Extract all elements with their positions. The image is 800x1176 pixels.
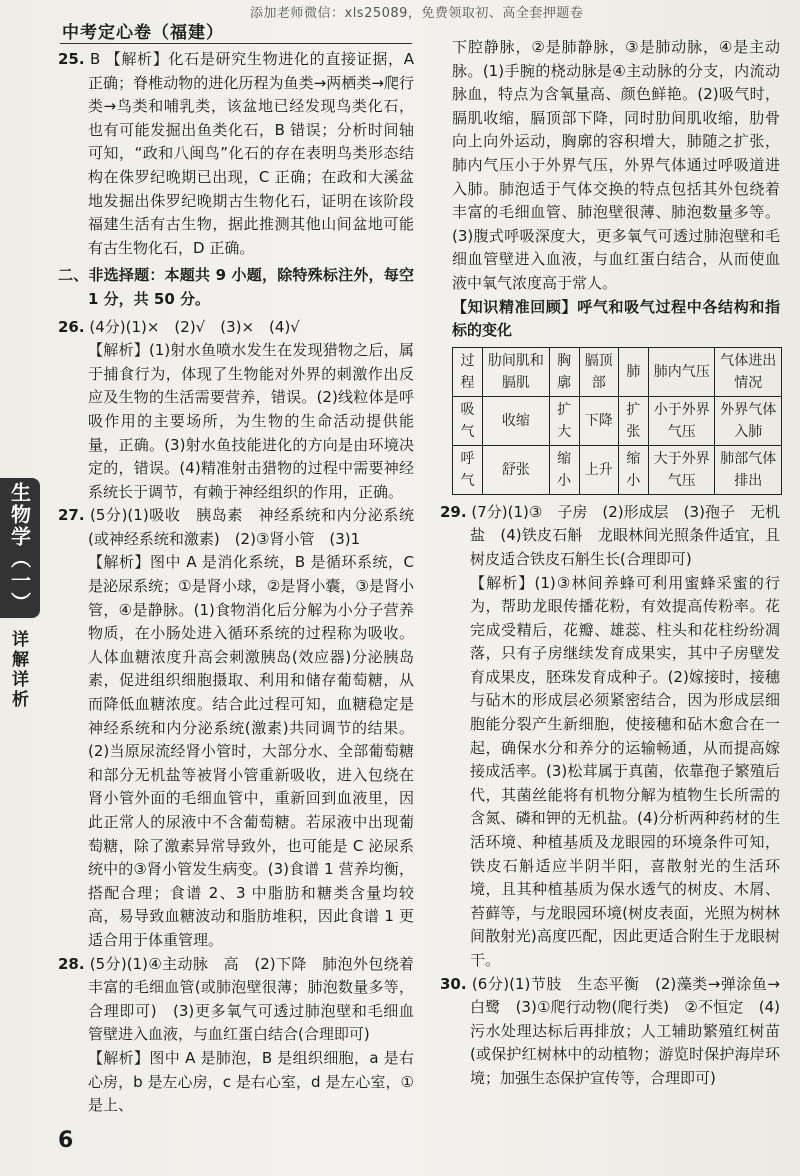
- question-25: [58, 48, 414, 260]
- table-cell: 外界气体入肺: [715, 396, 782, 445]
- table-header-cell: 气体进出情况: [715, 347, 782, 396]
- question-analysis: 【解析】(1)③林间养蜂可利用蜜蜂采蜜的行为，帮助龙眼传播花粉，有效提高传粉率。花完成受精后，花瓣、雄蕊、柱头和花柱纷纷凋落，只有子房继续发育成果实，其中子房壁发育成果皮，胚珠发育成种子。(2)嫁接时，接穗与砧木的形成层必须紧密结合，因为形成层细胞能分裂产生新细胞，使接穗和砧木愈合在一起，确保水分和养分的运输畅通，从而提高嫁接成活率。(3)松茸属于真菌，依靠孢子繁殖后代，其菌丝能将有机物分解为植物生长所需的含氮、磷和钾的无机盐。(4)分析两种药材的生活环境、种植基质及龙眼园的环境条件可知，铁皮石斛适应半阴半阳，喜散射光的生活环境，且其种植基质为保水透气的树皮、木屑、苔藓等，与龙眼园环境(树皮表面，光照为树林间散射光)高度匹配，因此更适合附生于龙眼树干。: [470, 573, 780, 969]
- question-analysis: 【解析】图中 A 是肺泡，B 是组织细胞，a 是右心房，b 是左心房，c 是右心室，d 是左心室，①是上、: [88, 1048, 414, 1115]
- question-26: [58, 316, 414, 340]
- question-text: B 【解析】化石是研究生物进化的直接证据，A 正确；脊椎动物的进化历程为鱼类→两栖类→爬行类→鸟类和哺乳类，该盆地已经发现鸟类化石，也有可能发掘出鱼类化石，B 错误；分析时间轴可知，“政和八闽鸟”化石的存在表明鸟类形态结构在侏罗纪晚期已出现，C 正确；在政和大溪盆地发掘出侏罗纪晚期古生物化石，证明在该阶段福建生活有古生物，据此推测其他山间盆地可能有古生物化石，D 正确。: [88, 50, 414, 257]
- table-cell: 扩张: [618, 396, 648, 445]
- breathing-table: [452, 347, 782, 495]
- question-answer: (5分)(1)吸收 胰岛素 神经系统和内分泌系统(或神经系统和激素) (2)③肾小管 (3)1: [88, 506, 414, 548]
- page-number: 6: [58, 1128, 74, 1153]
- question-number: 26.: [58, 317, 85, 336]
- table-header-cell: 胸廓: [549, 347, 579, 396]
- table-row: [453, 396, 782, 445]
- question-number: 27.: [58, 506, 85, 525]
- table-header-cell: 肺内气压: [648, 347, 715, 396]
- table-cell: 下降: [579, 396, 618, 445]
- question-number: 28.: [58, 954, 85, 973]
- table-cell: 呼气: [453, 445, 483, 494]
- question-28: [58, 953, 414, 1047]
- side-tab-subject: 生物学（一）: [0, 478, 40, 618]
- table-cell: 舒张: [483, 445, 550, 494]
- table-header-cell: 肺: [618, 347, 648, 396]
- table-cell: 大于外界气压: [648, 445, 715, 494]
- question-answer: (6分)(1)节肢 生态平衡 (2)藻类→弹涂鱼→白鹭 (3)①爬行动物(爬行类) ②不恒定 (4)污水处理达标后再排放；人工辅助繁殖红树苗(或保护红树林中的动植物；游览时保护海岸环境；加强生态保护宣传等，合理即可): [470, 974, 780, 1087]
- page-header: 中考定心卷（福建）: [62, 23, 224, 43]
- question-29: [440, 501, 780, 572]
- question-number: 30.: [440, 974, 467, 993]
- table-cell: 肺部气体排出: [715, 445, 782, 494]
- table-cell: 小于外界气压: [648, 396, 715, 445]
- question-number: 29.: [440, 502, 467, 521]
- header-divider: [60, 43, 412, 44]
- table-cell: 吸气: [453, 396, 483, 445]
- table-header-cell: 过程: [453, 347, 483, 396]
- table-cell: 扩大: [549, 396, 579, 445]
- table-header-row: [453, 347, 782, 396]
- table-cell: 上升: [579, 445, 618, 494]
- right-column: [440, 36, 780, 1091]
- left-column: [58, 48, 414, 1118]
- question-analysis: 【解析】(1)射水鱼喷水发生在发现猎物之后，属于捕食行为，体现了生物能对外界的刺激作出反应及生物的生活需要营养，错误。(2)线粒体是呼吸作用的主要场所，为生物的生命活动提供能量，正确。(3)射水鱼技能进化的方向是由环境决定的，错误。(4)精准射击猎物的过程中需要神经系统长于调节，有赖于神经组织的作用，正确。: [88, 341, 414, 501]
- question-number: 25.: [58, 50, 85, 68]
- table-cell: 缩小: [618, 445, 648, 494]
- section-heading: 二、非选择题：本题共 9 小题，除特殊标注外，每空 1 分，共 50 分。: [58, 266, 414, 308]
- knowledge-review-title: 【知识精准回顾】呼气和吸气过程中各结构和指标的变化: [452, 297, 780, 340]
- question-analysis: 【解析】图中 A 是消化系统，B 是循环系统，C 是泌尿系统；①是肾小球，②是肾小囊，③是肾小管，④是静脉。(1)食物消化后分解为小分子营养物质，在小肠处进入循环系统的过程称为吸收。人体血糖浓度升高会刺激胰岛(效应器)分泌胰岛素，促进组织细胞摄取、利用和储存葡萄糖，从而降低血糖浓度。结合此过程可知，血糖稳定是神经系统和内分泌系统(激素)共同调节的结果。(2)当原尿流经肾小管时，大部分水、全部葡萄糖和部分无机盐等被肾小管重新吸收，进入包绕在肾小管外面的毛细血管中，重新回到血液里，因此正常人的尿液中不含葡萄糖。若尿液中出现葡萄糖，除了激素异常导致外，也可能是 C 泌尿系统中的③肾小管发生病变。(3)食谱 1 营养均衡，搭配合理；食谱 2、3 中脂肪和糖类含量均较高，易导致血糖波动和脂肪堆积，因此食谱 1 更适合用于体重管理。: [88, 553, 414, 949]
- question-answer: (5分)(1)④主动脉 高 (2)下降 肺泡外包绕着丰富的毛细血管(或肺泡壁很薄；肺泡数量多等，合理即可) (3)更多氧气可透过肺泡壁和毛细血管壁进入血液，与血红蛋白结合(合理即可): [88, 954, 414, 1044]
- question-30: [440, 973, 780, 1091]
- question-analysis-continued: 下腔静脉，②是肺静脉，③是肺动脉，④是主动脉。(1)手腕的桡动脉是④主动脉的分支，内流动脉血，特点为含氧量高、颜色鲜艳。(2)吸气时，膈肌收缩，膈顶部下降，同时肋间肌收缩，肋骨向上向外运动，胸廓的容积增大，肺随之扩张，肺内气压小于外界气压，外界气体通过呼吸道进入肺。肺泡适于气体交换的特点包括其外包绕着丰富的毛细血管、肺泡壁很薄、肺泡数量多等。(3)腹式呼吸深度大，更多氧气可透过肺泡壁和毛细血管壁进入血液，与血红蛋白结合，从而使血液中氧气浓度高于常人。: [452, 38, 780, 292]
- table-header-cell: 膈顶部: [579, 347, 618, 396]
- table-cell: 缩小: [549, 445, 579, 494]
- watermark-text: 添加老师微信：xls25089，免费领取初、高全套押题卷: [250, 6, 584, 21]
- question-answer: (7分)(1)③ 子房 (2)形成层 (3)孢子 无机盐 (4)铁皮石斛 龙眼林间光照条件适宜，且树皮适合铁皮石斛生长(合理即可): [470, 502, 780, 568]
- table-cell: 收缩: [483, 396, 550, 445]
- table-row: [453, 445, 782, 494]
- table-header-cell: 肋间肌和膈肌: [483, 347, 550, 396]
- side-tab-label: 详解详析: [8, 630, 28, 710]
- question-answer: (4分)(1)× (2)√ (3)× (4)√: [89, 317, 300, 336]
- question-27: [58, 504, 414, 551]
